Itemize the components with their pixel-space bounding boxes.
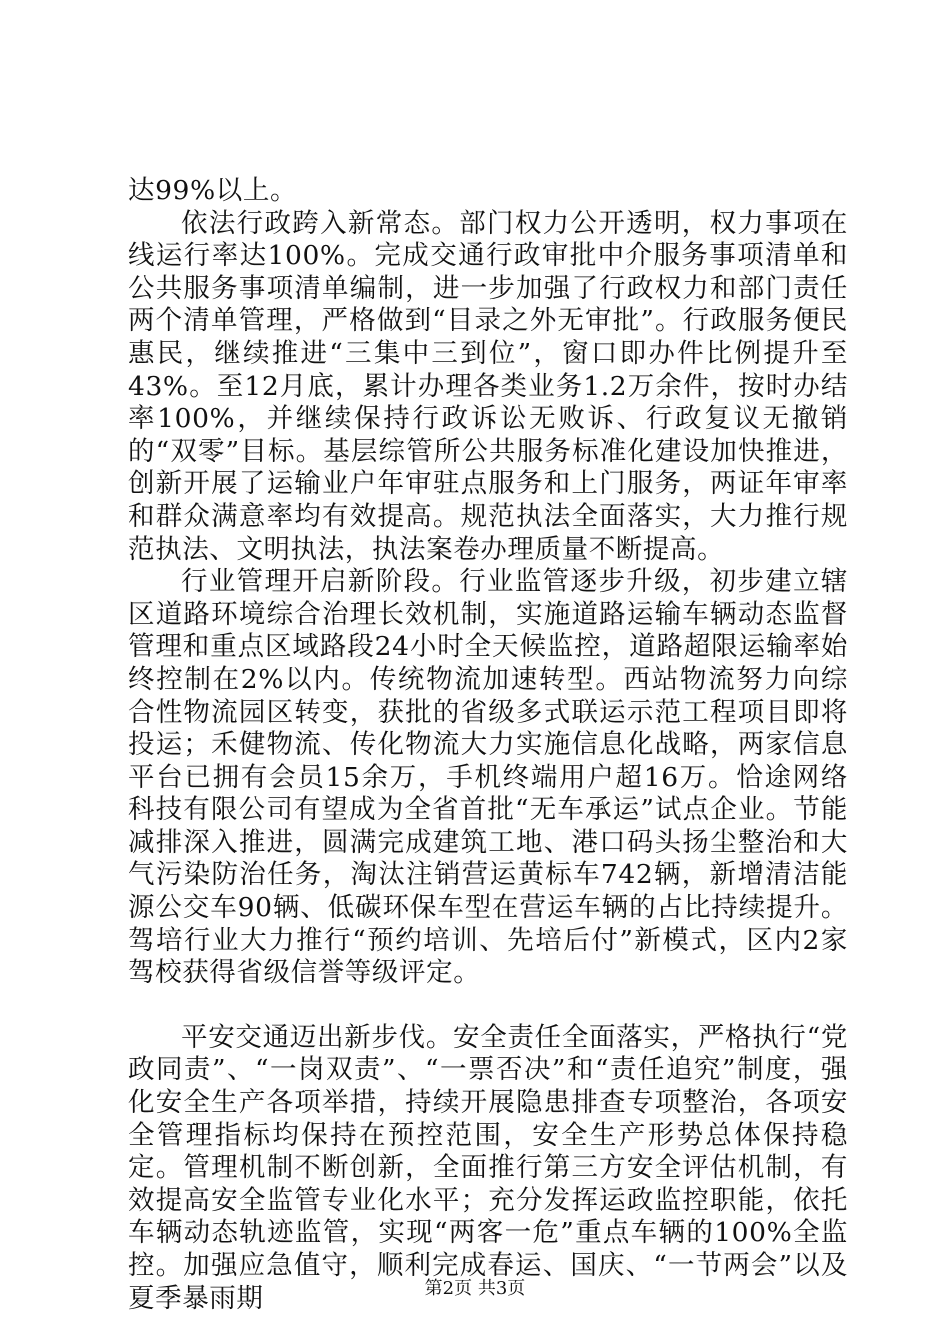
- document-body: [128, 175, 848, 1315]
- page-footer: 第2页 共3页: [424, 1278, 526, 1299]
- paragraph-administration: 依法行政跨入新常态。部门权力公开透明，权力事项在线运行率达100%。完成交通行政审批中介服务事项清单和公共服务事项清单编制，进一步加强了行政权力和部门责任两个清单管理，严格做到“目录之外无审批”。行政服务便民惠民，继续推进“三集中三到位”，窗口即办件比例提升至43%。至12月底，累计办理各类业务1.2万余件，按时办结率100%，并继续保持行政诉讼无败诉、行政复议无撤销的“双零”目标。基层综管所公共服务标准化建设加快推进，创新开展了运输业户年审驻点服务和上门服务，两证年审率和群众满意率均有效提高。规范执法全面落实，大力推行规范执法、文明执法，执法案卷办理质量不断提高。: [128, 207, 848, 565]
- paragraph-industry-management: 行业管理开启新阶段。行业监管逐步升级，初步建立辖区道路环境综合治理长效机制，实施道路运输车辆动态监督管理和重点区域路段24小时全天候监控，道路超限运输率始终控制在2%以内。传统物流加速转型。西站物流努力向综合性物流园区转变，获批的省级多式联运示范工程项目即将投运；禾健物流、传化物流大力实施信息化战略，两家信息平台已拥有会员15余万，手机终端用户超16万。恰途网络科技有限公司有望成为全省首批“无车承运”试点企业。节能减排深入推进，圆满完成建筑工地、港口码头扬尘整治和大气污染防治任务，淘汰注销营运黄标车742辆，新增清洁能源公交车90辆、低碳环保车型在营运车辆的占比持续提升。驾培行业大力推行“预约培训、先培后付”新模式，区内2家驾校获得省级信誉等级评定。: [128, 566, 848, 989]
- paragraph-safe-transport: 平安交通迈出新步伐。安全责任全面落实，严格执行“党政同责”、“一岗双责”、“一票否决”和“责任追究”制度，强化安全生产各项举措，持续开展隐患排查专项整治，各项安全管理指标均保持在预控范围，安全生产形势总体保持稳定。管理机制不断创新，全面推行第三方安全评估机制，有效提高安全监管专业化水平；充分发挥运政监控职能，依托车辆动态轨迹监管，实现“两客一危”重点车辆的100%全监控。加强应急值守，顺利完成春运、国庆、“一节两会”以及夏季暴雨期: [128, 1021, 848, 1314]
- paragraph-continuation: 达99%以上。: [128, 175, 298, 206]
